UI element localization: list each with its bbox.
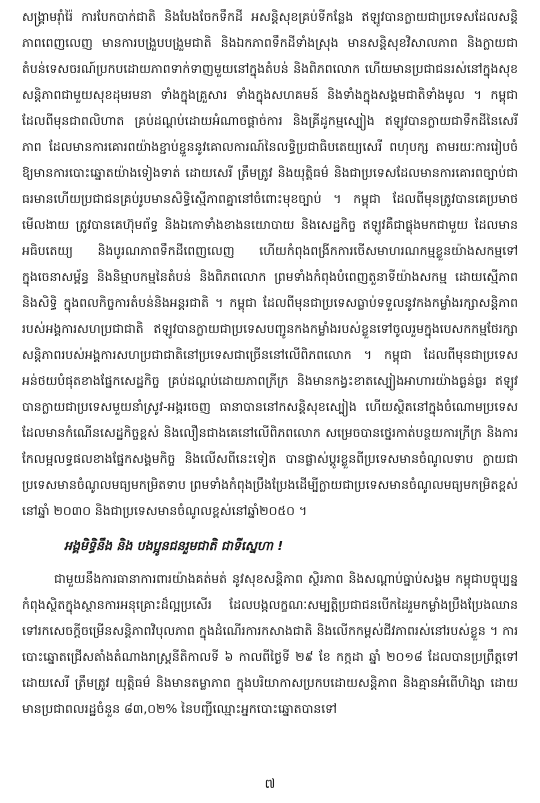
body-paragraph-1: សង្គ្រាមរ៉ាំរ៉ៃ ការបែកបាក់ជាតិ និងបែងចែកទឹកដី អសន្តិសុខគ្រប់ទីកន្លែង ឥឡូវបានក្លាយជាប្រទេសដែលសន្តិភាពពេញលេញ មានការបង្រួបបង្រួមជាតិ និងឯកភាពទឹកដីទាំងស្រុង មានសន្តិសុខវិសាលភាព និងក្លាយជាតំបន់ទេសចរណ៍ប្រកបដោយភាពទាក់ទាញមួយនៅក្នុងតំបន់ និងពិភពលោក ហើយមានប្រជាជនរស់នៅក្នុងសុខសន្តិភាពជាមួយសុខដុមរមនា ទាំងក្នុងគ្រួសារ ទាំងក្នុងសហគមន៍ និងទាំងក្នុងសង្គមជាតិទាំងមូល ។ កម្ពុជា ដែលពីមុនជាពលិហាត គ្រប់ដណ្តប់ដោយអំណាចផ្តាច់ការ និងគ្រីដូកម្មស្បៀង ឥឡូវបានក្លាយជាទឹកដីនៃសេរីភាព ដែលមានការគោរពយ៉ាងខ្ជាប់ខ្ជួននូវគោលការណ៍នៃលទ្ធិប្រជាធិបតេយ្យសេរី ពហុបក្ស តាមរយៈការរៀបចំឱ្យមានការបោះឆ្នោតយ៉ាងទៀងទាត់ ដោយសេរី ត្រឹមត្រូវ និងយុត្តិធម៌ និងជាប្រទេសដែលមានការគោរពច្បាប់ជាធរមានហើយប្រជាជនគ្រប់រូបមានសិទ្ធិស្មើភាពគ្នានៅចំពោះមុខច្បាប់ ។ កម្ពុជា ដែលពីមុនត្រូវបានគេប្រមាថមើលងាយ ត្រូវបានគេហ៊ុមព័ទ្ធ និងឯកោទាំងខាងនយោបាយ និងសេដ្ឋកិច្ច ឥឡូវគឺជាផ្លុងមកជាមួយ ដែលមានអធិបតេយ្យ និងបូរណភាពទឹកដីពេញលេញ ហើយកំពុងពង្រីកការចើសមាហរណកម្មខ្លួនយ៉ាងសកម្មទៅក្នុងចេនាសម្ព័ន្ធ និងនិម្មាបកម្មនៃតំបន់ និងពិភពលោក ព្រមទាំងកំពុងបំពេញតួនាទីយ៉ាងសកម្ម ដោយស្មើភាព និងសិទ្ធិ ក្នុងពលកិច្ចការតំបន់និងអន្តរជាតិ ។ កម្ពុជា ដែលពីមុនជាប្រទេសធ្លាប់ទទួលនូវកងកម្លាំងរក្សាសន្តិភាពរបស់អង្គការសហប្រជាជាតិ ឥឡូវបានក្លាយជាប្រទេសបញ្ជូនកងកម្លាំងរបស់ខ្លួនទៅចូលរួមក្នុងបេសកកម្មថែរក្សាសន្តិភាពរបស់អង្គការសហប្រជាជាតិនៅប្រទេសជាច្រើននៅលើពិភពលោក ។ កម្ពុជា ដែលពីមុនជាប្រទេសអន់ថយបំផុតខាងផ្នែកសេដ្ឋកិច្ច គ្រប់ដណ្តប់ដោយភាពក្រីក្រ និងមានកង្វះខាតស្បៀងអាហារយ៉ាងធ្ងន់ធ្ងរ ឥឡូវបានក្លាយជាប្រទេសមួយនាំស្រូវ-អង្ករចេញ ធានាបាននៅកសន្តិសុខស្បៀង ហើយស្ថិតនៅក្នុងចំណោមប្រទេសដែលមានកំណើនសេដ្ឋកិច្ចខ្ពស់ និងលឿនជាងគេនៅលើពិភពលោក សម្រេចបានថ្នេរកាត់បន្ថយការក្រីក្រ និងការកែលម្អលទ្ធផលខាងផ្នែកសង្គមកិច្ច និងលើសពីនេះទៀត បានផ្លាស់ប្តូរខ្លួនពីប្រទេសមានចំណូលទាប ក្លាយជាប្រទេសមានចំណូលមធ្យមកម្រិតទាប ព្រមទាំងកំពុងប្រឹងប្រែងដើម្បីក្លាយជាប្រទេសមានចំណូលមធ្យមកម្រិតខ្ពស់នៅឆ្នាំ ២០៣០ និងជាប្រទេសមានចំណូលខ្ពស់នៅឆ្នាំ២០៥០ ។ [22,9,518,518]
section-heading: អង្គមិទ្ធិនឹង និង បងប្អូនជនរួមជាតិ ជាទីស្នេហា ! [64,538,284,553]
body-paragraph-2: ជាមួយនឹងការធានាការពារយ៉ាងគត់មត់ នូវសុខសន្តិភាព ស្ថិរភាព និងសណ្តាប់ធ្នាប់សង្គម កម្ពុជាបច្ចុប្បន្នកំពុងស្ថិតក្នុងស្ថានការអនុគ្រោះដ៏ល្អប្រសើរ ដែលបង្កលក្ខណៈសម្បត្តិប្រជាជនបើកដៃរួមកម្លាំងប្រឹងប្រែងឈានទៅរកសេចក្តីចម្រើនសន្តិភាពវិបុលភាព ក្នុងដំណើរការកសាងជាតិ និងលើកកម្ពស់ជីវភាពរស់នៅរបស់ខ្លួន ។ ការបោះឆ្នោតជ្រើសតាំងតំណាងរាស្ត្រនីតិកាលទី ៦ កាលពីថ្ងៃទី ២៩ ខែ កក្កដា ឆ្នាំ ២០១៨ ដែលបានប្រព្រឹត្តទៅដោយសេរី ត្រឹមត្រូវ យុត្តិធម៌ និងមានតម្លាភាព ក្នុងបរិយាកាសប្រកបដោយសន្តិភាព និងគ្មានអំពើហិង្សា ដោយមានប្រជាពលរដ្ឋចំនួន ៨៣,០២% នៃបញ្ជីឈ្មោះអ្នកបោះឆ្នោតបានទៅ [22,571,518,716]
page-number: ៧ [264,777,276,792]
